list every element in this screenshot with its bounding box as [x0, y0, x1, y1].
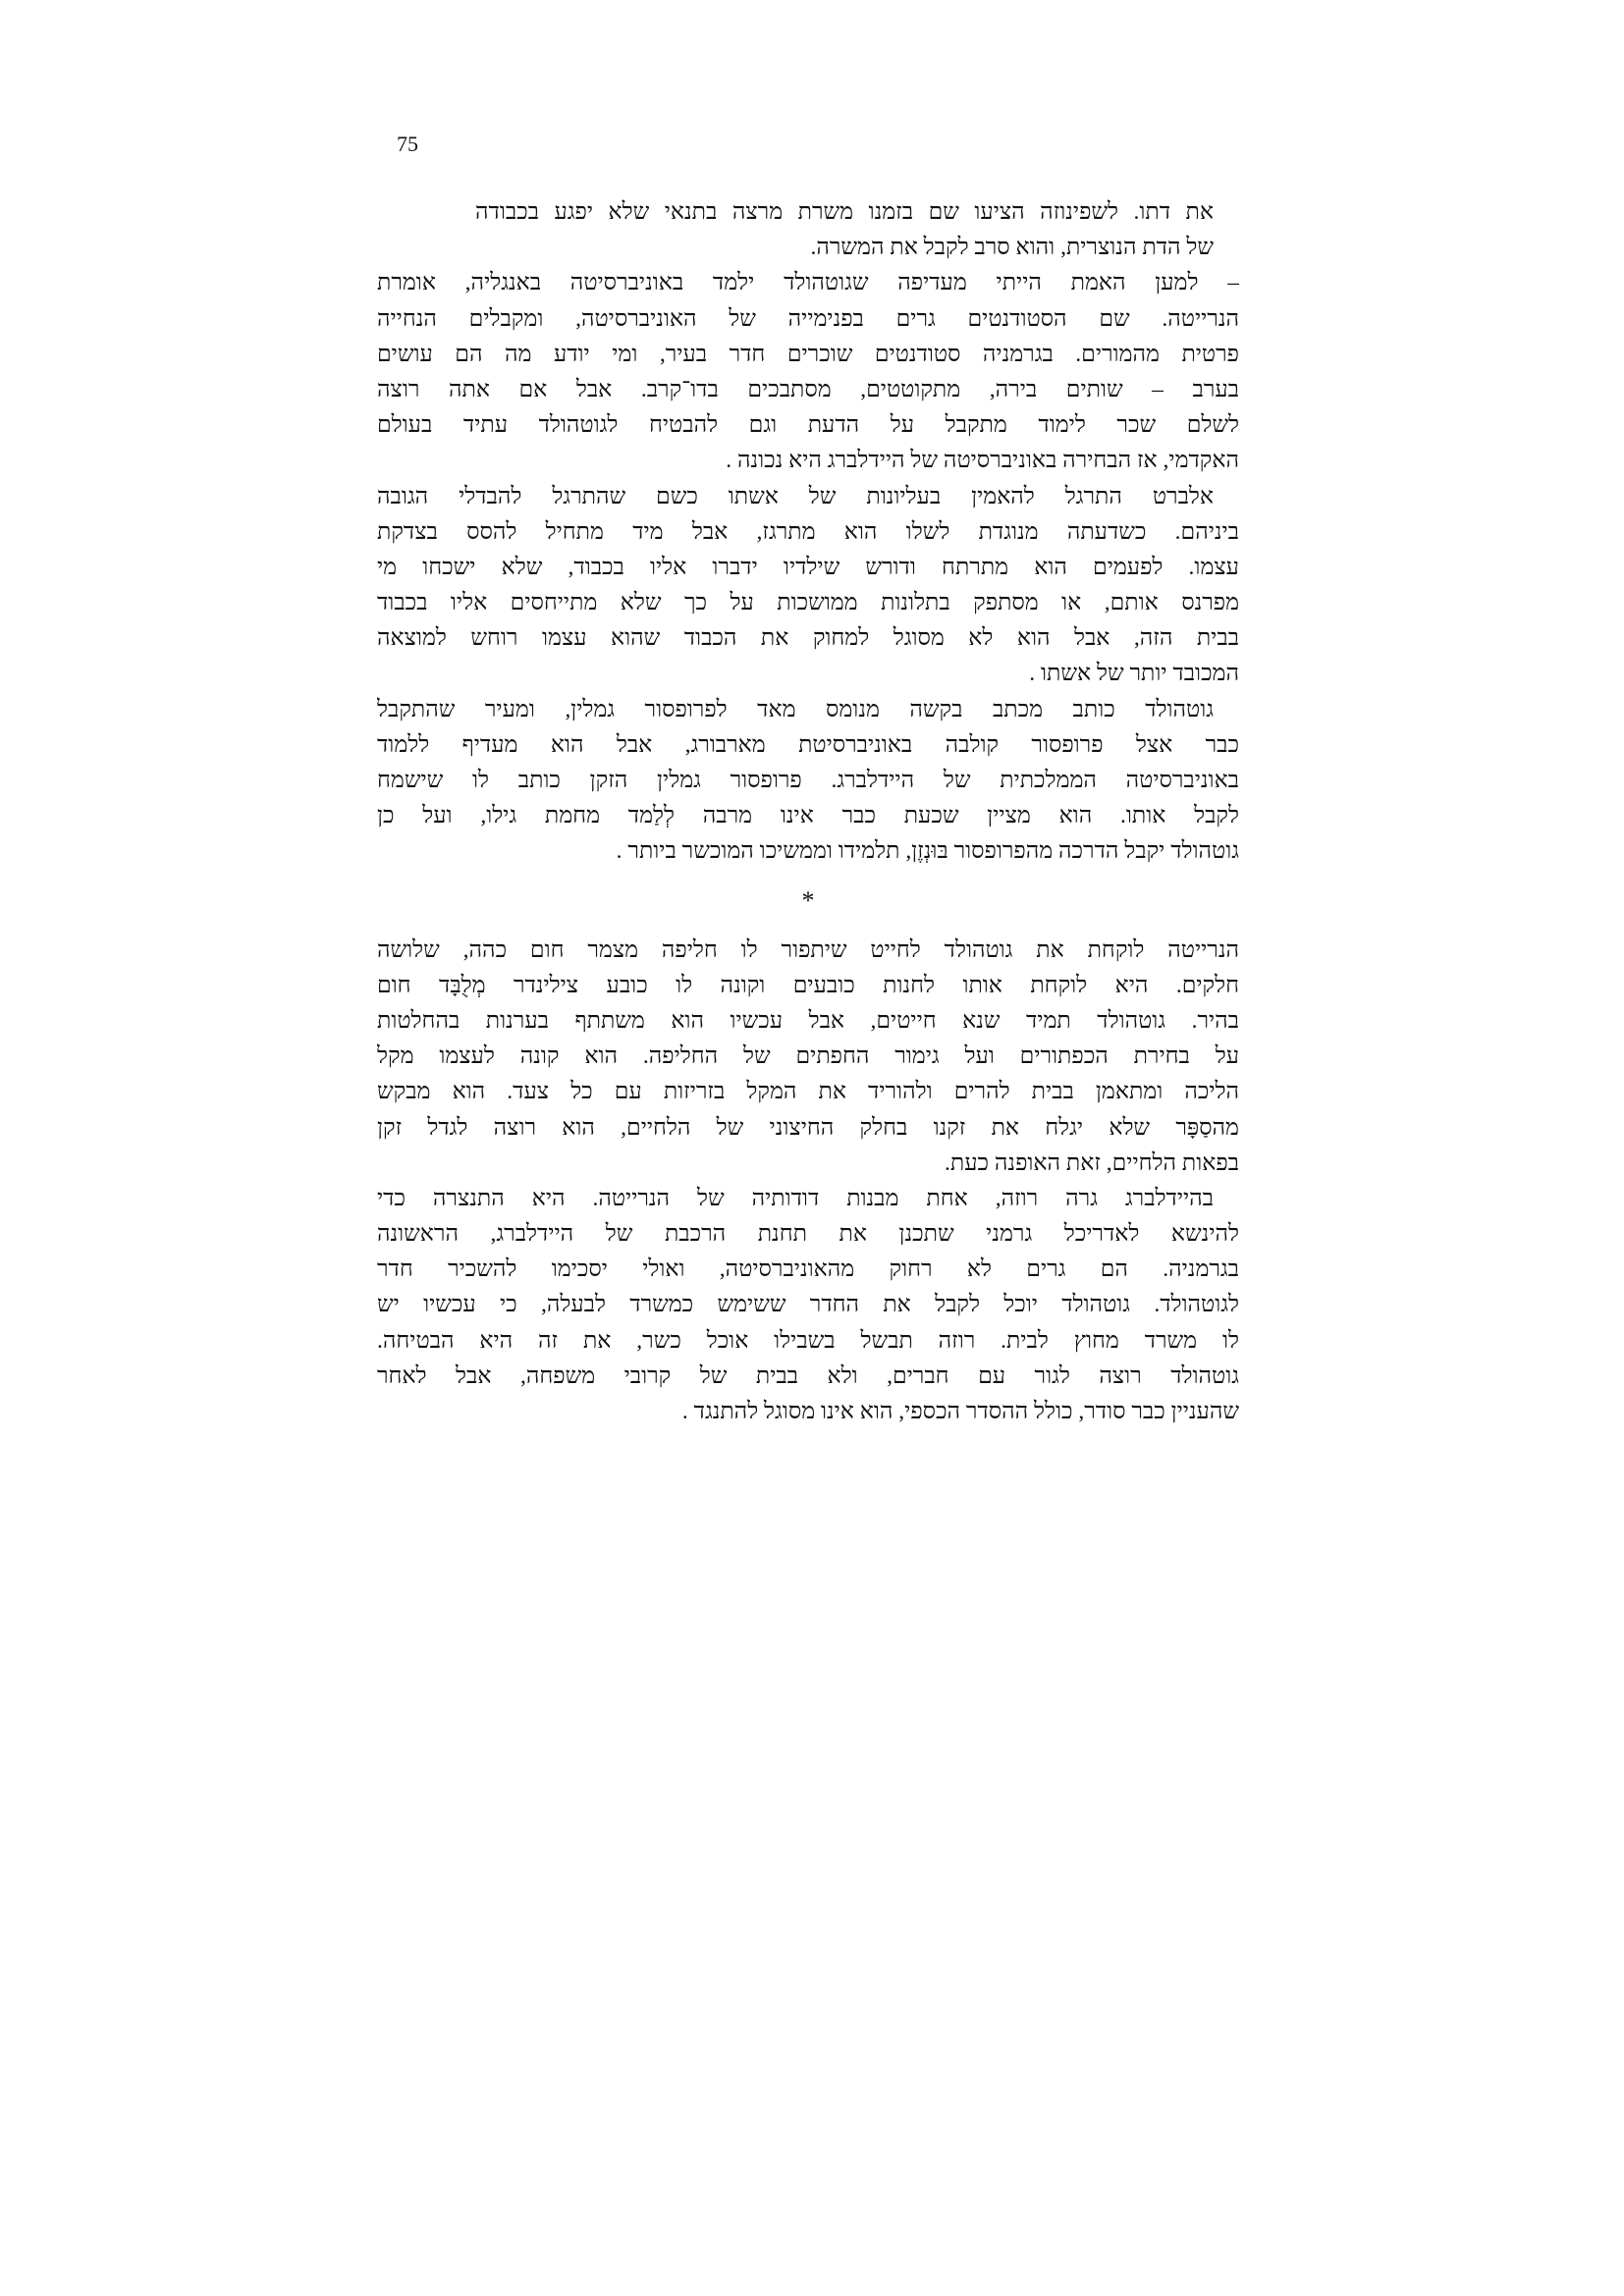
text-line: בהיידלברג גרה רוזה, אחת מבנות דודותיה של הנרייטה. היא התנצרה כדי [377, 1185, 1214, 1211]
text-line: הליכה ומתאמן בבית להרים ולהוריד את המקל בזריזות עם כל צעד. הוא מבקש [377, 1079, 1239, 1105]
text-line: בערב – שותים בירה, מתקוטטים, מסתבכים בדו־קרב. אבל אם אתה רוצה [377, 376, 1239, 402]
text-line: של הדת הנוצרית, והוא סרב לקבל את המשרה. [810, 235, 1214, 261]
text-line: לשלם שכר לימוד מתקבל על הדעת וגם להבטיח לגוטהולד עתיד בעולם [377, 412, 1239, 439]
text-line: בבית הזה, אבל הוא לא מסוגל למחוק את הכבוד שהוא עצמו רוחש למוצאה [377, 625, 1239, 652]
paragraph [377, 692, 1239, 870]
text-line: כבר אצל פרופסור קולבה באוניברסיטת מארבורג, אבל הוא מעדיף ללמוד [377, 731, 1239, 758]
paragraph [377, 933, 1239, 1181]
text-line: באוניברסיטה הממלכתית של היידלברג. פרופסור גמלין הזקן כותב לו שישמח [377, 768, 1239, 793]
text-line: הנרייטה. שם הסטודנטים גרים בפנימייה של האוניברסיטה, ומקבלים הנחייה [377, 305, 1239, 332]
text-line: בהיר. גוטהולד תמיד שנא חייטים, אבל עכשיו הוא משתתף בערנות בהחלטות [377, 1007, 1239, 1034]
text-line: לגוטהולד. גוטהולד יוכל לקבל את החדר ששימש כמשרד לבעלה, כי עכשיו יש [377, 1292, 1239, 1318]
text-line: בפאות הלחיים, זאת האופנה כעת. [945, 1149, 1239, 1176]
text-line: פרטית מהמורים. בגרמניה סטודנטים שוכרים חדר בעיר, ומי יודע מה הם עושים [377, 341, 1239, 367]
text-line: חלקים. היא לוקחת אותו לחנות כובעים וקונה לו כובע צילינדר מְלֻבָּד חום [377, 972, 1239, 998]
text-line: שהעניין כבר סודר, כולל ההסדר הכספי, הוא אינו מסוגל להתנגד . [681, 1399, 1239, 1424]
paragraph [377, 194, 1239, 265]
paragraph [377, 1181, 1239, 1429]
text-line: לקבל אותו. הוא מציין שכעת כבר אינו מרבה לְלַמד מחמת גילו, ועל כן [377, 803, 1239, 829]
body-text [377, 194, 1239, 1429]
text-line: לו משרד מחוץ לבית. רוזה תבשל בשבילו אוכל כשר, את זה היא הבטיחה. [377, 1327, 1239, 1354]
section-separator: * [801, 885, 815, 915]
paragraph [377, 479, 1239, 692]
paragraph [377, 265, 1239, 478]
text-line: ביניהם. כשדעתה מנוגדת לשלו הוא מתרגז, אבל מיד מתחיל להסס בצדקת [377, 518, 1239, 545]
text-line: מפרנס אותם, או מסתפק בתלונות ממושכות על כך שלא מתייחסים אליו בכבוד [377, 590, 1239, 616]
text-line: גוטהולד רוצה לגור עם חברים, ולא בבית של קרובי משפחה, אבל לאחר [377, 1362, 1239, 1389]
text-line: המכובד יותר של אשתו . [1029, 661, 1239, 687]
text-line: הנרייטה לוקחת את גוטהולד לחייט שיתפור לו חליפה מצמר חום כהה, שלושה [377, 936, 1239, 963]
text-line: גוטהולד כותב מכתב בקשה מנומס מאד לפרופסור גמלין, ומעיר שהתקבל [377, 696, 1214, 722]
text-line: גוטהולד יקבל הדרכה מהפרופסור בּוּנְזֶן, תלמידו וממשיכו המוכשר ביותר . [616, 838, 1239, 865]
text-line: על בחירת הכפתורים ועל גימור החפתים של החליפה. הוא קונה לעצמו מקל [377, 1043, 1239, 1070]
text-line: האקדמי, אז הבחירה באוניברסיטה של היידלברג היא נכונה . [726, 448, 1239, 474]
text-line: עצמו. לפעמים הוא מתרתח ודורש שילדיו ידברו אליו בכבוד, שלא ישכחו מי [377, 554, 1239, 580]
text-line: – למען האמת הייתי מעדיפה שגוטהולד ילמד באוניברסיטה באנגליה, אומרת [377, 270, 1239, 296]
page-number: 75 [397, 132, 418, 156]
text-line: להינשא לאדריכל גרמני שתכנן את תחנת הרכבת של היידלברג, הראשונה [377, 1221, 1239, 1248]
text-line: את דתו. לשפינוזה הציעו שם בזמנו משרת מרצה בתנאי שלא יפגע בכבודה [475, 199, 1214, 225]
text-line: בגרמניה. הם גרים לא רחוק מהאוניברסיטה, ואולי יסכימו להשכיר חדר [377, 1256, 1239, 1283]
text-line: מהסַפָּר שלא יגלח את זקנו בחלק החיצוני של הלחיים, הוא רוצה לגדל זקן [377, 1114, 1239, 1141]
text-line: אלברט התרגל להאמין בעליונות של אשתו כשם שהתרגל להבדלי הגובה [377, 483, 1214, 509]
